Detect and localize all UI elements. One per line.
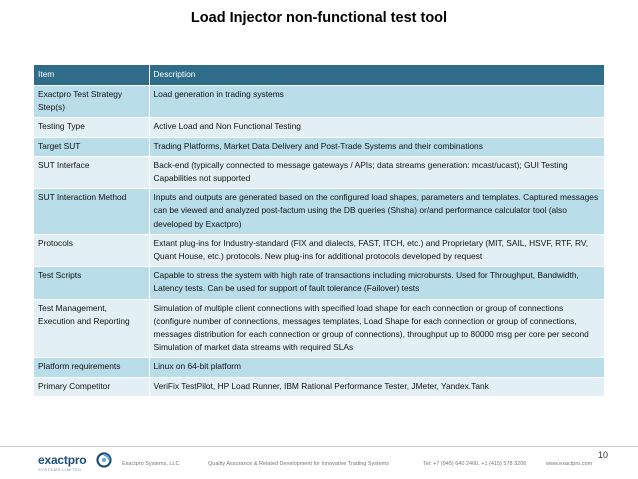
footer-company: Exactpro Systems, LLC [122, 461, 180, 467]
table-row [34, 156, 604, 188]
footer-tagline: Quality Assurance & Related Development for Innovative Trading Systems [208, 461, 389, 467]
row-description-cell: Extant plug-ins for Industry-standard (FIX and dialects, FAST, ITCH, etc.) and Proprietary (MIT, SAIL, HSVF, RTF, RV, Quant House, etc.) protocols. New plug-ins for additional protocols developed by request [149, 234, 604, 266]
footer-website-link[interactable]: www.exactpro.com [546, 461, 593, 467]
page-number: 10 [597, 450, 608, 460]
row-description-cell: Linux on 64-bit platform [149, 358, 604, 377]
table-row [34, 137, 604, 156]
table-row [34, 358, 604, 377]
row-item-cell: Target SUT [34, 137, 149, 156]
table-body [34, 86, 604, 397]
row-item-cell: Exactpro Test Strategy Step(s) [34, 86, 149, 118]
row-description-cell: Capable to stress the system with high rate of transactions including microbursts. Used for Throughput, Bandwidth, Latency tests. Can be used for support of fault tolerance (Failover) tests [149, 267, 604, 299]
spec-table [34, 65, 604, 397]
row-item-cell: Testing Type [34, 118, 149, 137]
footer-divider [0, 446, 638, 447]
header-item: Item [34, 65, 149, 86]
row-item-cell: Platform requirements [34, 358, 149, 377]
row-description-cell: Active Load and Non Functional Testing [149, 118, 604, 137]
logo-subtext: SYSTEMS LIMITED [38, 467, 82, 472]
table-header-row [34, 65, 604, 86]
table-row [34, 299, 604, 358]
row-item-cell: Test Scripts [34, 267, 149, 299]
row-item-cell: Protocols [34, 234, 149, 266]
table-row [34, 267, 604, 299]
row-description-cell: Trading Platforms, Market Data Delivery and Post-Trade Systems and their combinations [149, 137, 604, 156]
row-item-cell: SUT Interaction Method [34, 189, 149, 235]
table-row [34, 86, 604, 118]
row-description-cell: VeriFix TestPilot, HP Load Runner, IBM Rational Performance Tester, JMeter, Yandex.Tank [149, 377, 604, 396]
logo-swirl-icon [96, 452, 112, 468]
header-description: Description [149, 65, 604, 86]
row-item-cell: SUT Interface [34, 156, 149, 188]
table-row [34, 234, 604, 266]
logo-wordmark: exactpro [38, 453, 87, 467]
table-row [34, 377, 604, 396]
table-row [34, 118, 604, 137]
row-description-cell: Simulation of multiple client connections with specified load shape for each connection or group of connections (configure number of connections, messages templates, Load Shape for each connection or group of connections, messages distribution for each connection or group of connections), throughput up to 80000 msg per core per second Simulation of market data streams with required SLAs [149, 299, 604, 358]
row-description-cell: Inputs and outputs are generated based on the configured load shapes, parameters and templates. Captured messages can be viewed and analyzed post-factum using the DB queries (Shsha) or/and performance calculator tool (also developed by Exactpro) [149, 189, 604, 235]
row-description-cell: Back-end (typically connected to message gateways / APIs; data streams generation: mcast/ucast); GUI Testing Capabilities not supported [149, 156, 604, 188]
footer-phone: Tel: +7 (945) 640 2460, +1 (415) 578 3206 [423, 461, 527, 467]
row-description-cell: Load generation in trading systems [149, 86, 604, 118]
row-item-cell: Primary Competitor [34, 377, 149, 396]
row-item-cell: Test Management, Execution and Reporting [34, 299, 149, 358]
table-row [34, 189, 604, 235]
slide-title: Load Injector non-functional test tool [190, 10, 448, 26]
